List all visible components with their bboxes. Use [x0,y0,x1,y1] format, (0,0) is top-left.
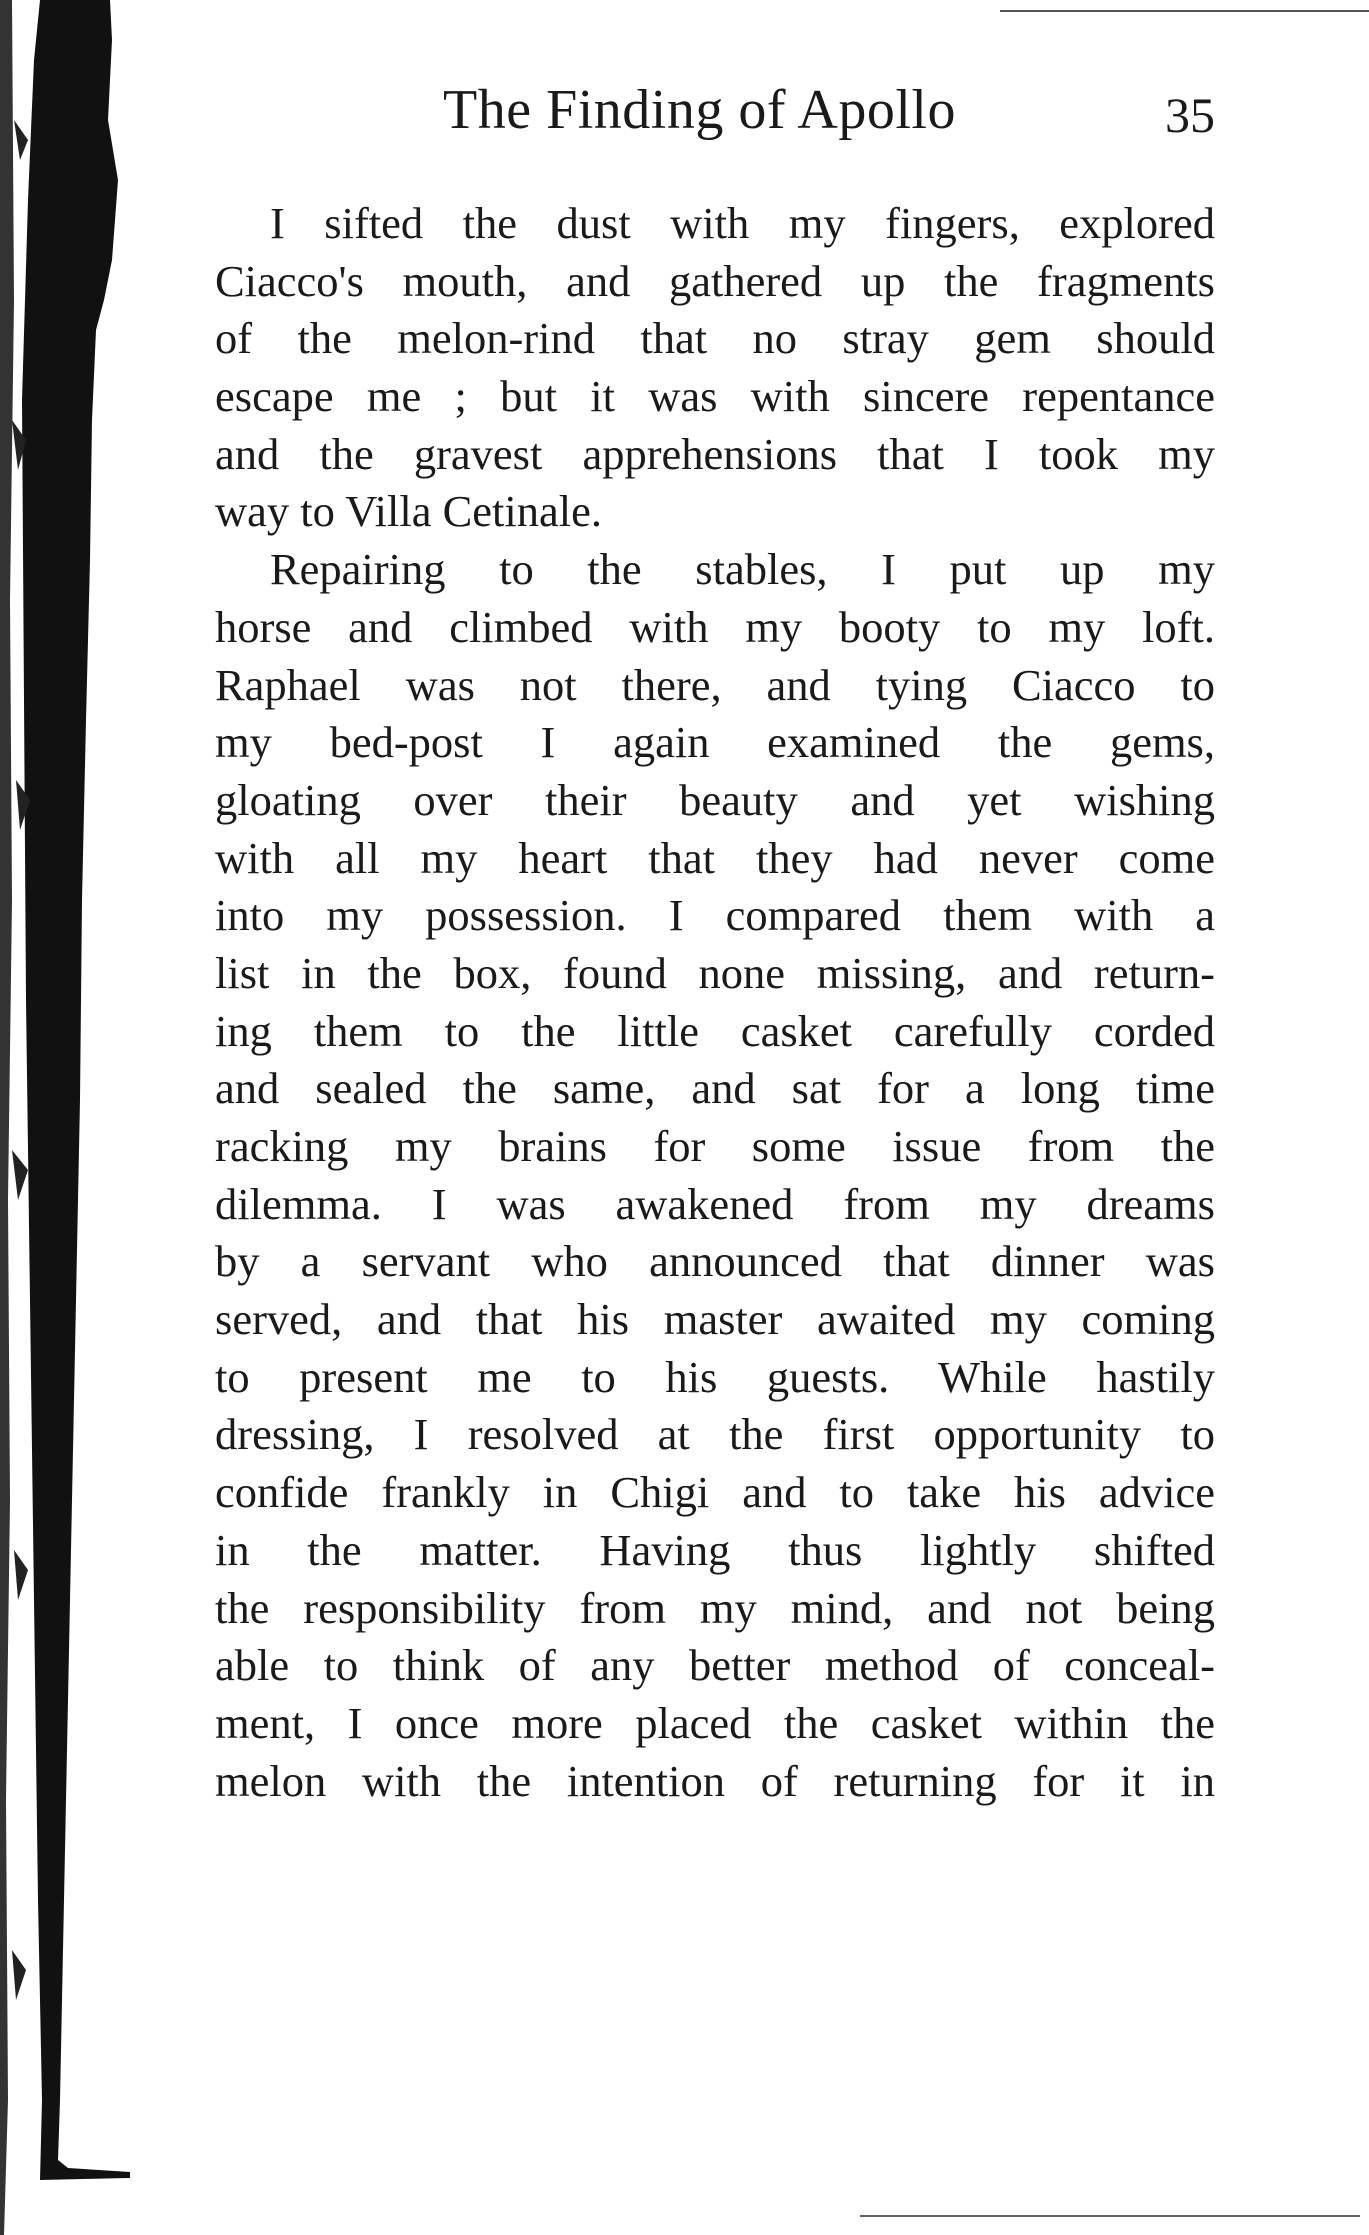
running-title: The Finding of Apollo [443,79,956,141]
bottom-edge-rule [860,2215,1360,2217]
text-line: with all my heart that they had never come [215,832,1215,883]
text-line: the responsibility from my mind, and not being [215,1582,1215,1633]
text-line: dressing, I resolved at the first opportunity to [215,1409,1215,1460]
body-text [215,195,1215,1810]
text-line: dilemma. I was awakened from my dreams [215,1178,1215,1229]
text-line: racking my brains for some issue from the [215,1121,1215,1171]
text-line: able to think of any better method of conceal- [215,1640,1215,1691]
text-line: my bed-post I again examined the gems, [215,717,1215,768]
text-line: and sealed the same, and sat for a long time [215,1063,1215,1114]
text-line: in the matter. Having thus lightly shifted [215,1524,1215,1575]
text-line: list in the box, found none missing, and return- [215,947,1215,998]
text-line: escape me ; but it was with sincere repentance [215,371,1215,422]
text-line: gloating over their beauty and yet wishing [215,774,1215,825]
text-line: I sifted the dust with my fingers, explored [270,198,1215,248]
text-line: Raphael was not there, and tying Ciacco to [215,659,1215,710]
text-line: ment, I once more placed the casket within the [215,1697,1215,1748]
scanned-page-edge [0,0,130,2235]
text-line: of the melon-rind that no stray gem should [215,313,1215,364]
text-line: by a servant who announced that dinner was [215,1236,1215,1287]
text-line: melon with the intention of returning for it in [215,1755,1215,1806]
text-line: Ciacco's mouth, and gathered up the fragments [215,255,1215,306]
top-edge-rule [1000,10,1369,12]
page-header [215,78,1215,148]
text-line: and the gravest apprehensions that I took my [215,428,1215,479]
text-line: way to Villa Cetinale. [215,486,603,537]
text-line: into my possession. I compared them with a [215,890,1215,941]
text-line: Repairing to the stables, I put up my [270,544,1215,595]
text-line: horse and climbed with my booty to my loft. [215,601,1215,652]
page-number: 35 [1165,87,1215,143]
text-line: confide frankly in Chigi and to take his advice [215,1467,1215,1518]
text-line: to present me to his guests. While hastily [215,1351,1215,1402]
text-line: ing them to the little casket carefully corded [215,1005,1215,1056]
text-line: served, and that his master awaited my coming [215,1294,1215,1345]
